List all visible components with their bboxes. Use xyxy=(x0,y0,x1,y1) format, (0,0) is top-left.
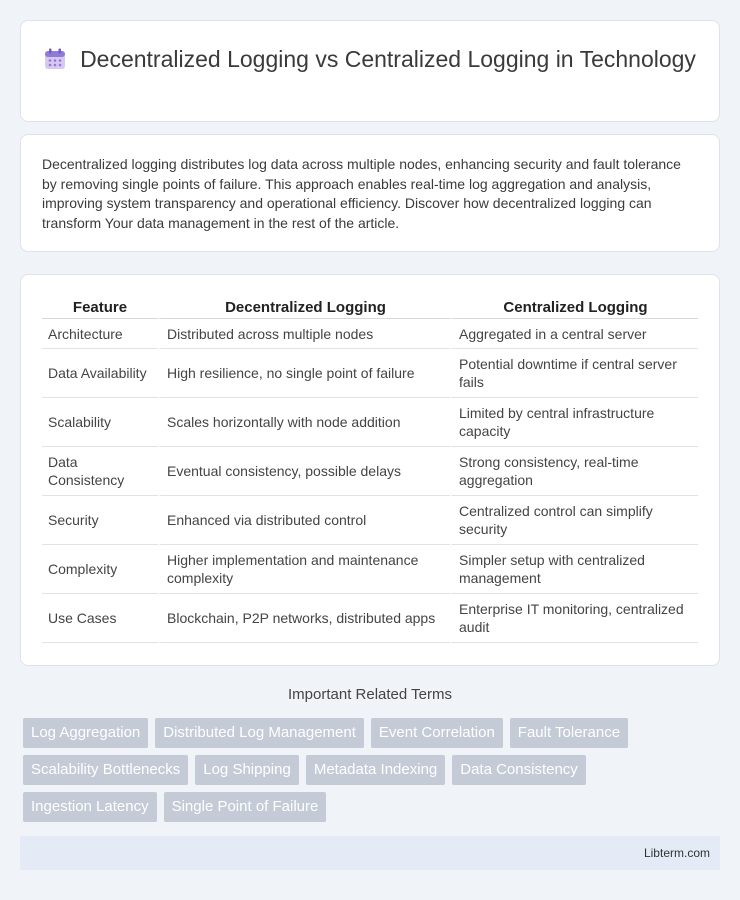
tag-ingestion-latency[interactable]: Ingestion Latency xyxy=(23,792,157,822)
tag-single-point-of-failure[interactable]: Single Point of Failure xyxy=(164,792,327,822)
feature-cell: Data Consistency xyxy=(42,447,158,496)
decentralized-cell: Scales horizontally with node addition xyxy=(158,398,450,447)
footer xyxy=(20,836,720,870)
feature-cell: Architecture xyxy=(42,319,158,349)
feature-cell: Security xyxy=(42,496,158,545)
centralized-cell: Enterprise IT monitoring, centralized audit xyxy=(450,594,698,643)
title-card xyxy=(20,20,720,122)
feature-cell: Data Availability xyxy=(42,349,158,398)
header-feature: Feature xyxy=(42,297,158,319)
table-row xyxy=(42,594,698,643)
table-row xyxy=(42,319,698,349)
calendar-icon xyxy=(44,48,66,70)
tag-distributed-log-management[interactable]: Distributed Log Management xyxy=(155,718,364,748)
decentralized-cell: Eventual consistency, possible delays xyxy=(158,447,450,496)
intro-paragraph: Decentralized logging distributes log data across multiple nodes, enhancing security and fault tolerance by removing single points of failure. This approach enables real-time log aggregation and analysis, improving system transparency and operational efficiency. Discover how decentralized logging can transform Your data management in the rest of the article. xyxy=(42,156,681,231)
intro-card xyxy=(20,134,720,252)
decentralized-cell: Higher implementation and maintenance complexity xyxy=(158,545,450,594)
centralized-cell: Centralized control can simplify security xyxy=(450,496,698,545)
tag-data-consistency[interactable]: Data Consistency xyxy=(452,755,586,785)
comparison-card xyxy=(20,274,720,666)
comparison-table xyxy=(42,297,698,643)
tag-log-shipping[interactable]: Log Shipping xyxy=(195,755,299,785)
table-row xyxy=(42,496,698,545)
tag-log-aggregation[interactable]: Log Aggregation xyxy=(23,718,148,748)
table-row xyxy=(42,545,698,594)
decentralized-cell: Blockchain, P2P networks, distributed apps xyxy=(158,594,450,643)
related-terms-list xyxy=(23,718,703,829)
header-decentralized: Decentralized Logging xyxy=(158,297,450,319)
centralized-cell: Potential downtime if central server fails xyxy=(450,349,698,398)
table-row xyxy=(42,398,698,447)
table-row xyxy=(42,349,698,398)
feature-cell: Scalability xyxy=(42,398,158,447)
footer-site-link[interactable]: Libterm.com xyxy=(643,846,710,860)
header-centralized: Centralized Logging xyxy=(450,297,698,319)
table-header-row xyxy=(42,297,698,319)
decentralized-cell: High resilience, no single point of failure xyxy=(158,349,450,398)
feature-cell: Complexity xyxy=(42,545,158,594)
tag-metadata-indexing[interactable]: Metadata Indexing xyxy=(306,755,445,785)
feature-cell: Use Cases xyxy=(42,594,158,643)
tag-scalability-bottlenecks[interactable]: Scalability Bottlenecks xyxy=(23,755,188,785)
tag-event-correlation[interactable]: Event Correlation xyxy=(371,718,503,748)
related-terms-heading: Important Related Terms xyxy=(288,686,452,703)
centralized-cell: Limited by central infrastructure capacity xyxy=(450,398,698,447)
page-title-wrap xyxy=(21,45,719,74)
decentralized-cell: Distributed across multiple nodes xyxy=(158,319,450,349)
page-title: Decentralized Logging vs Centralized Logging in Technology xyxy=(80,46,696,72)
decentralized-cell: Enhanced via distributed control xyxy=(158,496,450,545)
centralized-cell: Simpler setup with centralized management xyxy=(450,545,698,594)
table-row xyxy=(42,447,698,496)
tag-fault-tolerance[interactable]: Fault Tolerance xyxy=(510,718,628,748)
centralized-cell: Strong consistency, real-time aggregation xyxy=(450,447,698,496)
centralized-cell: Aggregated in a central server xyxy=(450,319,698,349)
